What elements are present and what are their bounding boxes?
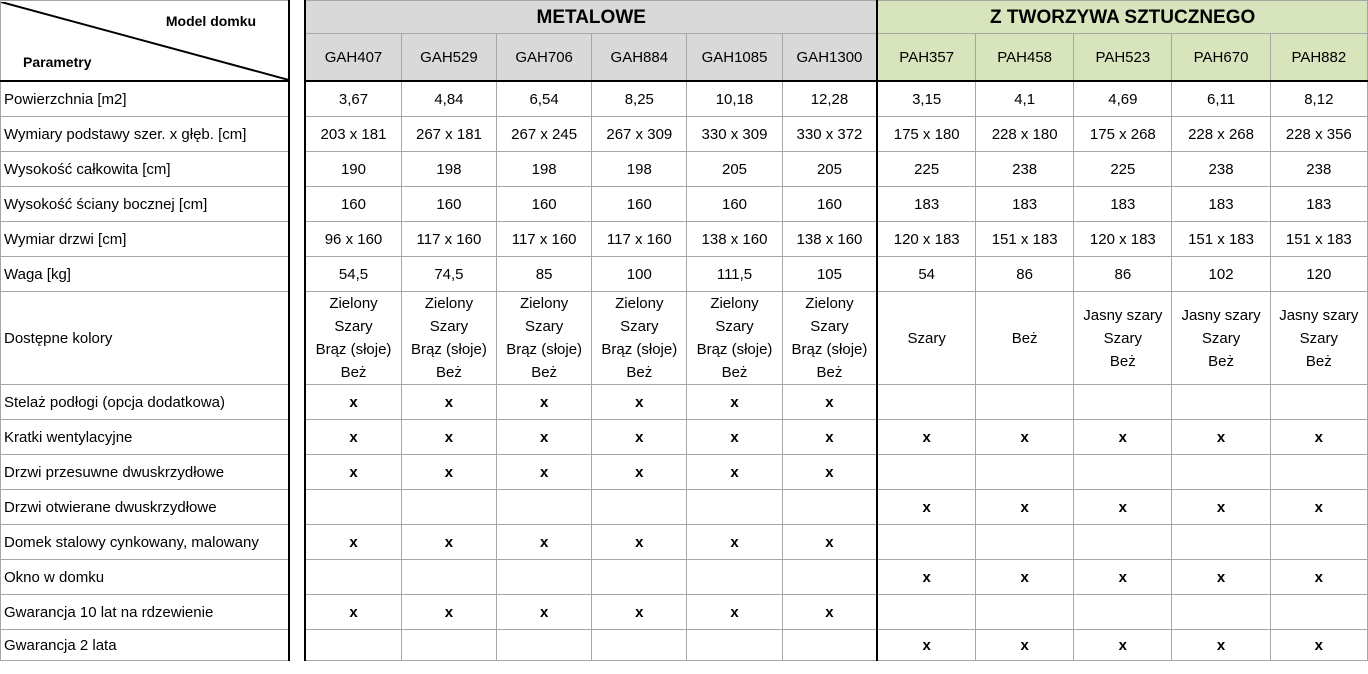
value-cell: 4,1 — [976, 81, 1074, 117]
value-cell: 238 — [976, 152, 1074, 187]
value-cell: 100 — [592, 257, 687, 292]
feature-cell — [782, 560, 877, 595]
feature-cell — [976, 595, 1074, 630]
feature-cell: x — [592, 385, 687, 420]
feature-cell — [687, 630, 782, 661]
value-cell: 267 x 309 — [592, 117, 687, 152]
color-name: Beż — [1109, 352, 1136, 370]
feature-cell: x — [687, 525, 782, 560]
feature-cell — [497, 560, 592, 595]
colors-cell — [782, 292, 877, 385]
value-cell: 238 — [1270, 152, 1367, 187]
color-name: Jasny szary — [1083, 306, 1163, 324]
feature-cell — [1074, 525, 1172, 560]
row-label: Wysokość całkowita [cm] — [1, 152, 290, 187]
value-cell: 3,67 — [305, 81, 401, 117]
color-name: Brąz (słoje) — [696, 341, 773, 358]
value-cell: 198 — [401, 152, 496, 187]
feature-cell: x — [877, 420, 975, 455]
value-cell: 267 x 181 — [401, 117, 496, 152]
feature-cell: x — [1270, 420, 1367, 455]
value-cell: 120 — [1270, 257, 1367, 292]
value-cell: 105 — [782, 257, 877, 292]
feature-cell — [877, 595, 975, 630]
value-cell: 183 — [1074, 187, 1172, 222]
feature-cell: x — [877, 560, 975, 595]
value-cell: 10,18 — [687, 81, 782, 117]
feature-cell — [877, 385, 975, 420]
feature-cell — [877, 525, 975, 560]
value-cell: 225 — [877, 152, 975, 187]
value-cell: 160 — [305, 187, 401, 222]
feature-cell: x — [976, 490, 1074, 525]
model-header-cell: GAH884 — [592, 34, 687, 82]
color-name: Beż — [721, 364, 748, 381]
feature-cell: x — [1172, 630, 1270, 661]
feature-cell — [877, 455, 975, 490]
feature-row — [1, 385, 1368, 420]
color-name: Jasny szary — [1279, 306, 1359, 324]
color-name: Beż — [1305, 352, 1332, 370]
column-separator — [289, 292, 305, 385]
feature-cell: x — [497, 595, 592, 630]
value-cell: 3,15 — [877, 81, 975, 117]
group-header-metal: METALOWE — [305, 1, 877, 34]
value-cell: 54,5 — [305, 257, 401, 292]
feature-cell — [401, 490, 496, 525]
value-cell: 54 — [877, 257, 975, 292]
value-cell: 74,5 — [401, 257, 496, 292]
color-name: Szary — [524, 318, 564, 335]
column-separator — [289, 630, 305, 661]
feature-cell — [305, 630, 401, 661]
model-header-cell: PAH882 — [1270, 34, 1367, 82]
value-cell: 183 — [976, 187, 1074, 222]
feature-cell — [1074, 385, 1172, 420]
color-name: Zielony — [424, 295, 474, 312]
feature-cell — [1172, 455, 1270, 490]
row-label: Gwarancja 10 lat na rdzewienie — [1, 595, 290, 630]
model-header-cell: PAH458 — [976, 34, 1074, 82]
feature-cell: x — [305, 595, 401, 630]
feature-cell: x — [782, 385, 877, 420]
row-label: Drzwi otwierane dwuskrzydłowe — [1, 490, 290, 525]
feature-cell — [497, 490, 592, 525]
feature-cell: x — [687, 595, 782, 630]
feature-cell: x — [497, 420, 592, 455]
column-separator — [289, 595, 305, 630]
table-row — [1, 81, 1368, 117]
value-cell: 8,25 — [592, 81, 687, 117]
feature-cell: x — [687, 455, 782, 490]
value-cell: 160 — [782, 187, 877, 222]
feature-cell: x — [1270, 630, 1367, 661]
color-name: Szary — [907, 329, 946, 347]
feature-cell — [1172, 595, 1270, 630]
color-name: Szary — [429, 318, 469, 335]
value-cell: 160 — [497, 187, 592, 222]
feature-cell: x — [877, 630, 975, 661]
value-cell: 205 — [782, 152, 877, 187]
feature-cell: x — [401, 595, 496, 630]
colors-cell — [305, 292, 401, 385]
feature-cell — [687, 560, 782, 595]
feature-cell: x — [1172, 490, 1270, 525]
column-separator — [289, 455, 305, 490]
color-name: Beż — [1011, 329, 1038, 347]
model-header-cell: GAH529 — [401, 34, 496, 82]
value-cell: 86 — [1074, 257, 1172, 292]
feature-cell — [592, 490, 687, 525]
feature-row — [1, 455, 1368, 490]
color-name: Zielony — [710, 295, 759, 312]
color-name: Szary — [1201, 329, 1241, 347]
feature-cell: x — [1074, 490, 1172, 525]
value-cell: 183 — [877, 187, 975, 222]
table-row — [1, 257, 1368, 292]
model-label: Model domku — [165, 12, 257, 29]
value-cell: 160 — [687, 187, 782, 222]
column-separator — [289, 560, 305, 595]
value-cell: 102 — [1172, 257, 1270, 292]
colors-cell — [976, 292, 1074, 385]
value-cell: 190 — [305, 152, 401, 187]
feature-cell: x — [1074, 560, 1172, 595]
feature-row — [1, 525, 1368, 560]
value-cell: 198 — [497, 152, 592, 187]
color-name: Zielony — [329, 295, 378, 312]
feature-cell: x — [687, 385, 782, 420]
value-cell: 228 x 180 — [976, 117, 1074, 152]
row-label: Waga [kg] — [1, 257, 290, 292]
color-name: Beż — [1208, 352, 1234, 370]
column-separator — [289, 152, 305, 187]
row-label: Gwarancja 2 lata — [1, 630, 290, 661]
column-separator — [289, 257, 305, 292]
colors-cell — [497, 292, 592, 385]
feature-cell: x — [976, 630, 1074, 661]
value-cell: 111,5 — [687, 257, 782, 292]
feature-cell: x — [305, 385, 401, 420]
feature-cell: x — [592, 525, 687, 560]
value-cell: 85 — [497, 257, 592, 292]
colors-cell — [592, 292, 687, 385]
row-label: Powierzchnia [m2] — [1, 81, 290, 117]
value-cell: 330 x 309 — [687, 117, 782, 152]
value-cell: 183 — [1172, 187, 1270, 222]
value-cell: 138 x 160 — [687, 222, 782, 257]
row-label: Wysokość ściany bocznej [cm] — [1, 187, 290, 222]
feature-cell — [592, 560, 687, 595]
column-separator — [289, 420, 305, 455]
value-cell: 183 — [1270, 187, 1367, 222]
value-cell: 225 — [1074, 152, 1172, 187]
colors-cell — [401, 292, 496, 385]
param-label: Parametry — [23, 53, 92, 70]
column-separator — [289, 187, 305, 222]
value-cell: 267 x 245 — [497, 117, 592, 152]
feature-cell: x — [497, 525, 592, 560]
color-name: Beż — [816, 364, 843, 381]
value-cell: 205 — [687, 152, 782, 187]
value-cell: 151 x 183 — [1172, 222, 1270, 257]
feature-cell: x — [1172, 560, 1270, 595]
color-name: Beż — [626, 364, 653, 381]
color-name: Szary — [1103, 329, 1142, 347]
value-cell: 117 x 160 — [592, 222, 687, 257]
feature-cell — [1074, 455, 1172, 490]
value-cell: 96 x 160 — [305, 222, 401, 257]
model-header-cell: GAH407 — [305, 34, 401, 82]
value-cell: 6,11 — [1172, 81, 1270, 117]
table-row — [1, 152, 1368, 187]
row-label: Kratki wentylacyjne — [1, 420, 290, 455]
value-cell: 117 x 160 — [401, 222, 496, 257]
color-name: Zielony — [519, 295, 569, 312]
value-cell: 151 x 183 — [1270, 222, 1367, 257]
feature-cell: x — [976, 420, 1074, 455]
value-cell: 4,84 — [401, 81, 496, 117]
table-row — [1, 222, 1368, 257]
table-row — [1, 117, 1368, 152]
header-corner-cell — [1, 1, 290, 82]
value-cell: 117 x 160 — [497, 222, 592, 257]
value-cell: 175 x 180 — [877, 117, 975, 152]
colors-cell — [1270, 292, 1367, 385]
model-header-cell: GAH1300 — [782, 34, 877, 82]
value-cell: 238 — [1172, 152, 1270, 187]
column-separator — [289, 490, 305, 525]
color-name: Szary — [715, 318, 754, 335]
feature-cell — [1074, 595, 1172, 630]
feature-cell: x — [1172, 420, 1270, 455]
column-separator — [289, 525, 305, 560]
group-header-plastic: Z TWORZYWA SZTUCZNEGO — [877, 1, 1367, 34]
color-name: Beż — [531, 364, 558, 381]
feature-cell — [1270, 595, 1367, 630]
value-cell: 12,28 — [782, 81, 877, 117]
feature-cell: x — [782, 595, 877, 630]
feature-cell: x — [687, 420, 782, 455]
feature-cell — [305, 560, 401, 595]
feature-row — [1, 630, 1368, 661]
feature-cell: x — [305, 455, 401, 490]
feature-cell: x — [1074, 420, 1172, 455]
feature-cell — [1172, 385, 1270, 420]
color-name: Brąz (słoje) — [411, 341, 487, 358]
row-label: Drzwi przesuwne dwuskrzydłowe — [1, 455, 290, 490]
column-separator — [289, 117, 305, 152]
feature-cell — [1270, 525, 1367, 560]
feature-row — [1, 560, 1368, 595]
feature-cell: x — [401, 455, 496, 490]
column-separator — [289, 222, 305, 257]
value-cell: 203 x 181 — [305, 117, 401, 152]
value-cell: 6,54 — [497, 81, 592, 117]
colors-cell — [1172, 292, 1270, 385]
feature-cell: x — [305, 420, 401, 455]
colors-cell — [877, 292, 975, 385]
column-separator — [289, 81, 305, 117]
row-label: Dostępne kolory — [1, 292, 290, 385]
row-label: Wymiary podstawy szer. x głęb. [cm] — [1, 117, 290, 152]
color-name: Brąz (słoje) — [315, 341, 392, 358]
feature-cell — [687, 490, 782, 525]
table-row — [1, 187, 1368, 222]
row-label: Okno w domku — [1, 560, 290, 595]
feature-cell: x — [401, 525, 496, 560]
feature-cell: x — [401, 385, 496, 420]
feature-cell — [401, 560, 496, 595]
model-header-cell: GAH1085 — [687, 34, 782, 82]
color-name: Szary — [620, 318, 659, 335]
feature-cell — [1172, 525, 1270, 560]
value-cell: 120 x 183 — [1074, 222, 1172, 257]
color-name: Szary — [810, 318, 849, 335]
value-cell: 228 x 268 — [1172, 117, 1270, 152]
feature-cell — [976, 455, 1074, 490]
model-header-cell: PAH670 — [1172, 34, 1270, 82]
feature-row — [1, 595, 1368, 630]
value-cell: 175 x 268 — [1074, 117, 1172, 152]
colors-cell — [687, 292, 782, 385]
feature-cell: x — [497, 385, 592, 420]
value-cell: 330 x 372 — [782, 117, 877, 152]
value-cell: 8,12 — [1270, 81, 1367, 117]
value-cell: 120 x 183 — [877, 222, 975, 257]
feature-cell — [976, 385, 1074, 420]
color-name: Brąz (słoje) — [601, 341, 678, 358]
column-separator — [289, 1, 305, 82]
feature-cell: x — [976, 560, 1074, 595]
color-name: Jasny szary — [1181, 306, 1261, 324]
row-label: Stelaż podłogi (opcja dodatkowa) — [1, 385, 290, 420]
model-header-cell: PAH357 — [877, 34, 975, 82]
row-label: Domek stalowy cynkowany, malowany — [1, 525, 290, 560]
model-header-cell: PAH523 — [1074, 34, 1172, 82]
value-cell: 151 x 183 — [976, 222, 1074, 257]
feature-cell: x — [401, 420, 496, 455]
colors-cell — [1074, 292, 1172, 385]
value-cell: 228 x 356 — [1270, 117, 1367, 152]
feature-cell — [497, 630, 592, 661]
feature-cell: x — [592, 595, 687, 630]
color-name: Zielony — [805, 295, 854, 312]
feature-cell: x — [592, 455, 687, 490]
feature-cell — [401, 630, 496, 661]
color-name: Szary — [334, 318, 373, 335]
feature-cell: x — [497, 455, 592, 490]
color-name: Zielony — [615, 295, 664, 312]
feature-cell: x — [592, 420, 687, 455]
feature-cell: x — [782, 455, 877, 490]
feature-cell: x — [305, 525, 401, 560]
row-label: Wymiar drzwi [cm] — [1, 222, 290, 257]
color-name: Beż — [340, 364, 367, 381]
feature-cell: x — [877, 490, 975, 525]
color-name: Brąz (słoje) — [791, 341, 868, 358]
feature-cell — [976, 525, 1074, 560]
feature-cell: x — [1074, 630, 1172, 661]
value-cell: 4,69 — [1074, 81, 1172, 117]
column-separator — [289, 385, 305, 420]
model-header-cell: GAH706 — [497, 34, 592, 82]
feature-cell: x — [1270, 490, 1367, 525]
value-cell: 198 — [592, 152, 687, 187]
feature-row — [1, 420, 1368, 455]
feature-cell — [782, 490, 877, 525]
value-cell: 86 — [976, 257, 1074, 292]
feature-cell — [1270, 455, 1367, 490]
color-name: Brąz (słoje) — [506, 341, 583, 358]
feature-cell: x — [1270, 560, 1367, 595]
feature-cell — [1270, 385, 1367, 420]
value-cell: 160 — [592, 187, 687, 222]
feature-cell — [305, 490, 401, 525]
value-cell: 160 — [401, 187, 496, 222]
feature-cell: x — [782, 525, 877, 560]
feature-cell: x — [782, 420, 877, 455]
color-name: Szary — [1299, 329, 1338, 347]
color-name: Beż — [436, 364, 462, 381]
feature-cell — [782, 630, 877, 661]
feature-cell — [592, 630, 687, 661]
colors-row — [1, 292, 1368, 385]
value-cell: 138 x 160 — [782, 222, 877, 257]
feature-row — [1, 490, 1368, 525]
